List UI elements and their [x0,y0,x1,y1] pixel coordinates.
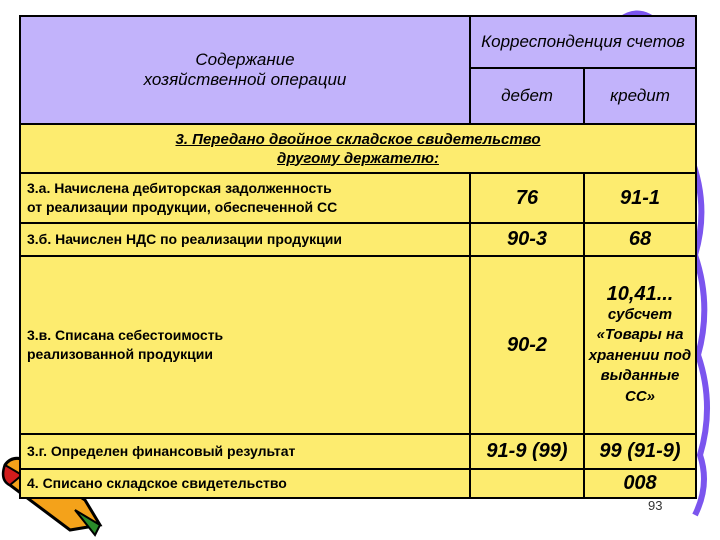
header-correspondence: Корреспонденция счетов [470,16,696,68]
row-description: 3.а. Начислена дебиторская задолженность от реализации продукции, обеспеченной СС [20,173,470,223]
table-row [20,256,696,434]
table-row [20,469,696,498]
row-description: 3.г. Определен финансовый результат [20,434,470,469]
row-debit [470,469,584,498]
row-credit: 008 [584,469,696,498]
section-title: 3. Передано двойное складское свидетельство другому держателю: [20,124,696,173]
row-description: 4. Списано складское свидетельство [20,469,470,498]
row-debit: 91-9 (99) [470,434,584,469]
row-debit: 90-2 [470,256,584,434]
header-content: Содержание хозяйственной операции [20,16,470,124]
header-credit: кредит [584,68,696,124]
row-credit: 68 [584,223,696,256]
table-row [20,223,696,256]
row-description: 3.в. Списана себестоимость реализованной продукции [20,256,470,434]
page-number: 93 [648,498,663,513]
accounting-entries-table [19,15,697,499]
row-credit: 99 (91-9) [584,434,696,469]
row-credit: 10,41... субсчет «Товары на хранении под выданные СС» [584,256,696,434]
row-credit: 91-1 [584,173,696,223]
table-row [20,173,696,223]
row-description: 3.б. Начислен НДС по реализации продукции [20,223,470,256]
row-debit: 90-3 [470,223,584,256]
row-debit: 76 [470,173,584,223]
header-debit: дебет [470,68,584,124]
table-row [20,434,696,469]
